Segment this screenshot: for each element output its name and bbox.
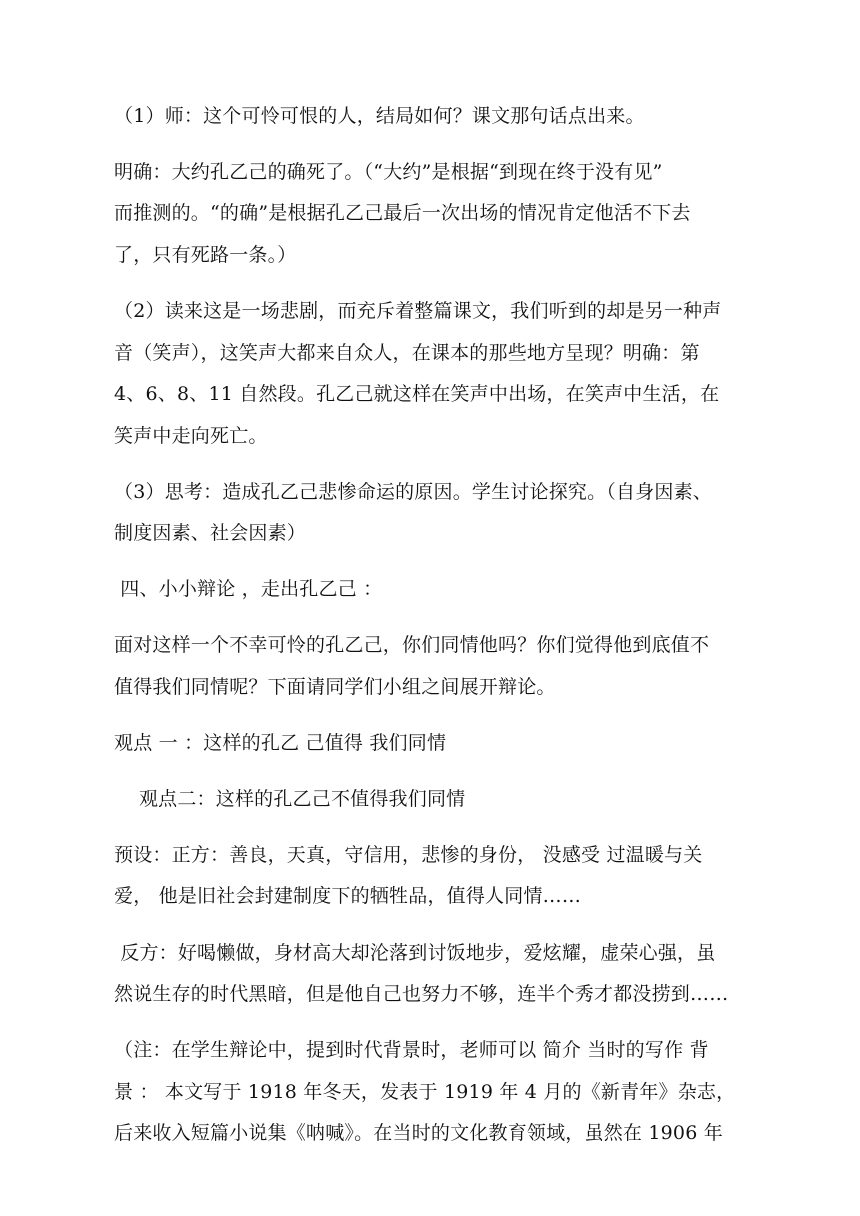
text-line-20: （注：在学生辩论中，提到时代背景时，老师可以 简介 当时的写作 背 [114,1039,709,1061]
text-line-12: 面对这样一个不幸可怜的孔乙己，你们同情他吗？你们觉得他到底值不 [114,634,710,656]
text-line-3: 而推测的。“的确”是根据孔乙己最后一次出场的情况肯定他活不下去 [114,202,691,224]
text-line-21: 景 ： 本文写于 1918 年冬天，发表于 1919 年 4 月的《新青年》杂志， [114,1081,736,1103]
text-line-5: （2）读来这是一场悲剧，而充斥着整篇课文，我们听到的却是另一种声 [114,300,722,322]
text-line-2: 明确：大约孔乙己的确死了。（“大约”是根据“到现在终于没有见” [114,161,663,183]
text-line-10: 制度因素、社会因素） [114,522,307,544]
viewpoint-two: 观点二：这样的孔乙己不值得我们同情 [114,788,466,810]
section-heading: 四、小小辩论 ，走出孔乙己 ： [114,578,383,600]
text-line-8: 笑声中走向死亡。 [114,425,268,447]
text-line-9: （3）思考：造成孔乙己悲惨命运的原因。学生讨论探究。（自身因素、 [114,481,712,503]
text-line-16: 预设：正方：善良，天真，守信用，悲惨的身份， 没感受 过温暖与关 [114,844,703,866]
text-line-13: 值得我们同情呢？下面请同学们小组之间展开辩论。 [114,676,556,698]
text-line-7: 4、6、8、11 自然段。孔乙己就这样在笑声中出场，在笑声中生活，在 [114,383,720,405]
viewpoint-one: 观点 一 ：这样的孔乙 己值得 我们同情 [114,732,447,754]
text-line-1: （1）师：这个可怜可恨的人，结局如何？课文那句话点出来。 [114,105,645,127]
text-line-22: 后来收入短篇小说集《呐喊》。在当时的文化教育领域，虽然在 1906 年 [114,1122,723,1144]
text-line-18: 反方：好喝懒做，身材高大却沦落到讨饭地步，爱炫耀，虚荣心强，虽 [114,942,716,964]
text-line-4: 了，只有死路一条。） [114,244,297,266]
text-line-6: 音（笑声），这笑声大都来自众人，在课本的那些地方呈现？明确：第 [114,342,700,364]
text-line-17: 爱， 他是旧社会封建制度下的牺牲品，值得人同情…… [114,885,582,907]
text-line-19: 然说生存的时代黑暗，但是他自己也努力不够，连半个秀才都没捞到…… [114,983,729,1005]
